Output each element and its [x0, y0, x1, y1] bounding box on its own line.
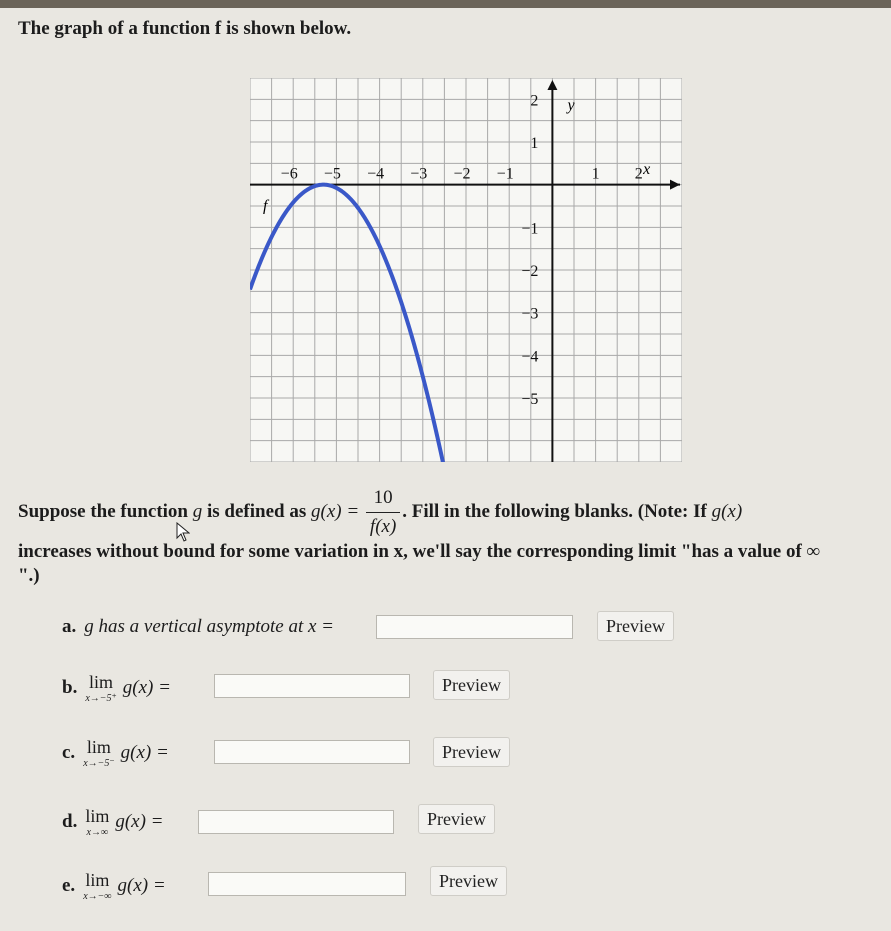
- intro-text: The graph of a function f is shown below.: [18, 18, 352, 39]
- y-tick-label: 1: [530, 135, 539, 152]
- mouse-cursor-icon: [176, 522, 190, 547]
- problem-statement-line2: increases without bound for some variation in x, we'll say the corresponding limit "has a value of ∞: [18, 541, 821, 562]
- preview-c-button[interactable]: Preview: [433, 737, 510, 767]
- answer-c-input[interactable]: [214, 740, 410, 764]
- x-tick-label: −4: [367, 165, 385, 183]
- x-tick-label: −3: [410, 165, 428, 183]
- problem-statement-line1: Suppose the function g is defined as g(x) = $\frac{10}{f(x)}$ . Fill in the following blanks. (Note: If g(x): [18, 487, 743, 537]
- y-tick-label: −1: [521, 220, 539, 238]
- y-tick-label: −2: [521, 263, 539, 280]
- question-b: b. lim x→−5⁺ g(x) =: [62, 671, 171, 704]
- problem-statement-line3: ".): [18, 565, 40, 586]
- y-tick-label: 2: [530, 92, 539, 110]
- curve-label: f: [262, 197, 268, 215]
- x-axis-label: x: [643, 161, 651, 178]
- x-tick-label: −2: [453, 165, 471, 183]
- fraction-10-over-f: $\frac{10}{f(x)}$: [366, 486, 400, 539]
- x-tick-label: −1: [496, 165, 514, 183]
- answer-b-input[interactable]: [214, 674, 410, 698]
- question-a: a. g has a vertical asymptote at x =: [62, 616, 334, 637]
- preview-e-button[interactable]: Preview: [430, 866, 507, 896]
- answer-d-input[interactable]: [198, 810, 394, 834]
- answer-a-input[interactable]: [376, 615, 573, 639]
- question-c: c. lim x→−5⁻ g(x) =: [62, 736, 169, 769]
- top-bar: [0, 0, 891, 8]
- graph-grid: [250, 78, 682, 462]
- preview-b-button[interactable]: Preview: [433, 670, 510, 700]
- question-e: e. lim x→−∞ g(x) =: [62, 869, 166, 902]
- y-axis-label: y: [567, 97, 575, 114]
- x-tick-label: 2: [634, 165, 643, 183]
- x-tick-label: 1: [591, 165, 600, 183]
- function-graph: [250, 78, 682, 462]
- y-tick-label: −5: [521, 391, 539, 408]
- preview-a-button[interactable]: Preview: [597, 611, 674, 641]
- question-d: d. lim x→∞ g(x) =: [62, 805, 164, 838]
- y-tick-label: −3: [521, 305, 539, 323]
- answer-e-input[interactable]: [208, 872, 406, 896]
- x-tick-label: −5: [323, 165, 341, 183]
- x-tick-label: −6: [280, 165, 298, 183]
- preview-d-button[interactable]: Preview: [418, 804, 495, 834]
- y-tick-label: −4: [521, 348, 539, 366]
